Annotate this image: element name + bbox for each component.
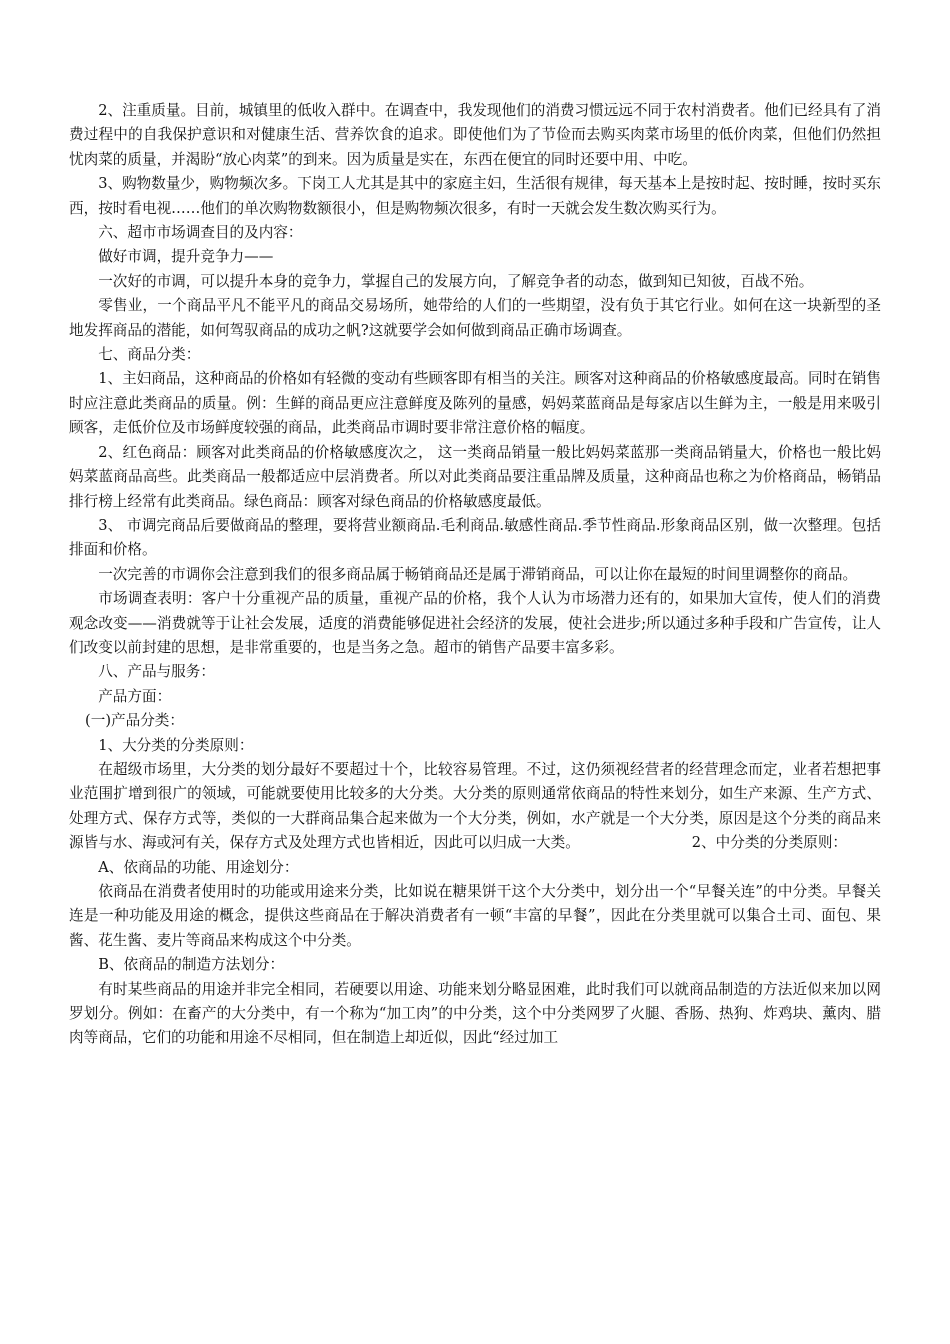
- paragraph-product-aspect: 产品方面：: [98, 687, 172, 705]
- paragraph-major-category-detail: [69, 758, 881, 856]
- paragraph-shopping-frequency: 3、购物数量少，购物频次多。下岗工人尤其是其中的家庭主妇，生活很有规律，每天基本上是按时起、按时睡，按时买东西，按时看电视……他们的单次购物数额很小，但是购物频次很多，有时一天就会发生数次购买行为。: [69, 175, 881, 217]
- paragraph-quality: 2、注重质量。目前，城镇里的低收入群中。在调查中，我发现他们的消费习惯远远不同于农村消费者。他们已经具有了消费过程中的自我保护意识和对健康生活、营养饮食的追求。即使他们为了节俭而去购买肉菜市场里的低价肉菜，但他们仍然担忧肉菜的质量，并渴盼“放心肉菜”的到来。因为质量是实在，东西在便宜的同时还要中用、中吃。: [69, 102, 881, 168]
- section-heading-7: 七、商品分类：: [98, 346, 201, 364]
- section-heading-8: 八、产品与服务：: [98, 663, 215, 681]
- paragraph-market-research-slogan: 做好市调，提升竞争力——: [98, 248, 274, 266]
- paragraph-retail: 零售业，一个商品平凡不能平凡的商品交易场所，她带给的人们的一些期望，没有负于其它行业。如何在这一块新型的圣地发挥商品的潜能，如何驾驭商品的成功之帆?这就要学会如何做到商品正确市场调查。: [69, 297, 881, 339]
- paragraph-product-classification: (一)产品分类：: [85, 712, 184, 730]
- mid-category-heading: 2、中分类的分类原则：: [691, 834, 848, 852]
- major-category-text: 在超级市场里，大分类的划分最好不要超过十个，比较容易管理。不过，这仍须视经营者的经营理念而定，业者若想把事业范围扩增到很广的领域，可能就要使用比较多的大分类。大分类的原则通常依商品的特性来划分，如生产来源、生产方式、处理方式、保存方式等，类似的一大群商品集合起来做为一个大分类，例如，水产就是一个大分类，原因是这个分类的商品来源皆与水、海或河有关，保存方式及处理方式也皆相近，因此可以归成一大类。: [69, 760, 881, 852]
- paragraph-housewife-goods: 1、主妇商品，这种商品的价格如有轻微的变动有些顾客即有相当的关注。顾客对这种商品的价格敏感度最高。同时在销售时应注意此类商品的质量。例：生鲜的商品更应注意鲜度及陈列的量感，妈妈菜蓝商品是每家店以生鲜为主，一般是用来吸引顾客，走低价位及市场鲜度较强的商品，此类商品市调时要非常注意价格的幅度。: [69, 370, 881, 437]
- document-page: [69, 99, 881, 1051]
- paragraph-red-goods: 2、红色商品：顾客对此类商品的价格敏感度次之， 这一类商品销量一般比妈妈菜蓝那一类商品销量大，价格也一般比妈妈菜蓝商品高些。此类商品一般都适应中层消费者。所以对此类商品要注重品牌及质量，这种商品也称之为价格商品，畅销品排行榜上经常有此类商品。绿色商品：顾客对绿色商品的价格敏感度最低。: [69, 443, 881, 510]
- paragraph-manufacturing-detail: 有时某些商品的用途并非完全相同，若硬要以用途、功能来划分略显困难，此时我们可以就商品制造的方法近似来加以网罗划分。例如：在畜产的大分类中，有一个称为“加工肉”的中分类，这个中分类网罗了火腿、香肠、热狗、炸鸡块、薰肉、腊肉等商品，它们的功能和用途不尽相同，但在制造上却近似，因此“经过加工: [69, 980, 881, 1047]
- paragraph-function-detail: 依商品在消费者使用时的功能或用途来分类，比如说在糖果饼干这个大分类中，划分出一个“早餐关连”的中分类。早餐关连是一种功能及用途的概念，提供这些商品在于解决消费者有一顿“丰富的早餐”，因此在分类里就可以集合土司、面包、果酱、花生酱、麦片等商品来构成这个中分类。: [69, 883, 881, 949]
- paragraph-major-category-principle: 1、大分类的分类原则：: [98, 736, 254, 754]
- paragraph-good-research: 一次好的市调，可以提升本身的竞争力，掌握自己的发展方向，了解竞争者的动态，做到知已知彼，百战不殆。: [98, 272, 814, 290]
- paragraph-organize-goods: 3、 市调完商品后要做商品的整理，要将营业额商品.毛利商品.敏感性商品.季节性商品.形象商品区别，做一次整理。包括排面和价格。: [69, 516, 881, 559]
- paragraph-function-division: A、依商品的功能、用途划分：: [98, 858, 299, 876]
- paragraph-survey-results: 市场调查表明：客户十分重视产品的质量，重视产品的价格，我个人认为市场潜力还有的，如果加大宣传，使人们的消费观念改变——消费就等于让社会发展，适度的消费能够促进社会经济的发展，使社会进步;所以通过多种手段和广告宣传，让人们改变以前封建的思想，是非常重要的，也是当务之急。超市的销售产品要丰富多彩。: [69, 590, 881, 656]
- section-heading-6: 六、超市市场调查目的及内容：: [98, 224, 303, 242]
- paragraph-complete-research: 一次完善的市调你会注意到我们的很多商品属于畅销商品还是属于滞销商品，可以让你在最短的时间里调整你的商品。: [98, 565, 858, 583]
- paragraph-manufacturing-division: B、依商品的制造方法划分：: [98, 956, 285, 974]
